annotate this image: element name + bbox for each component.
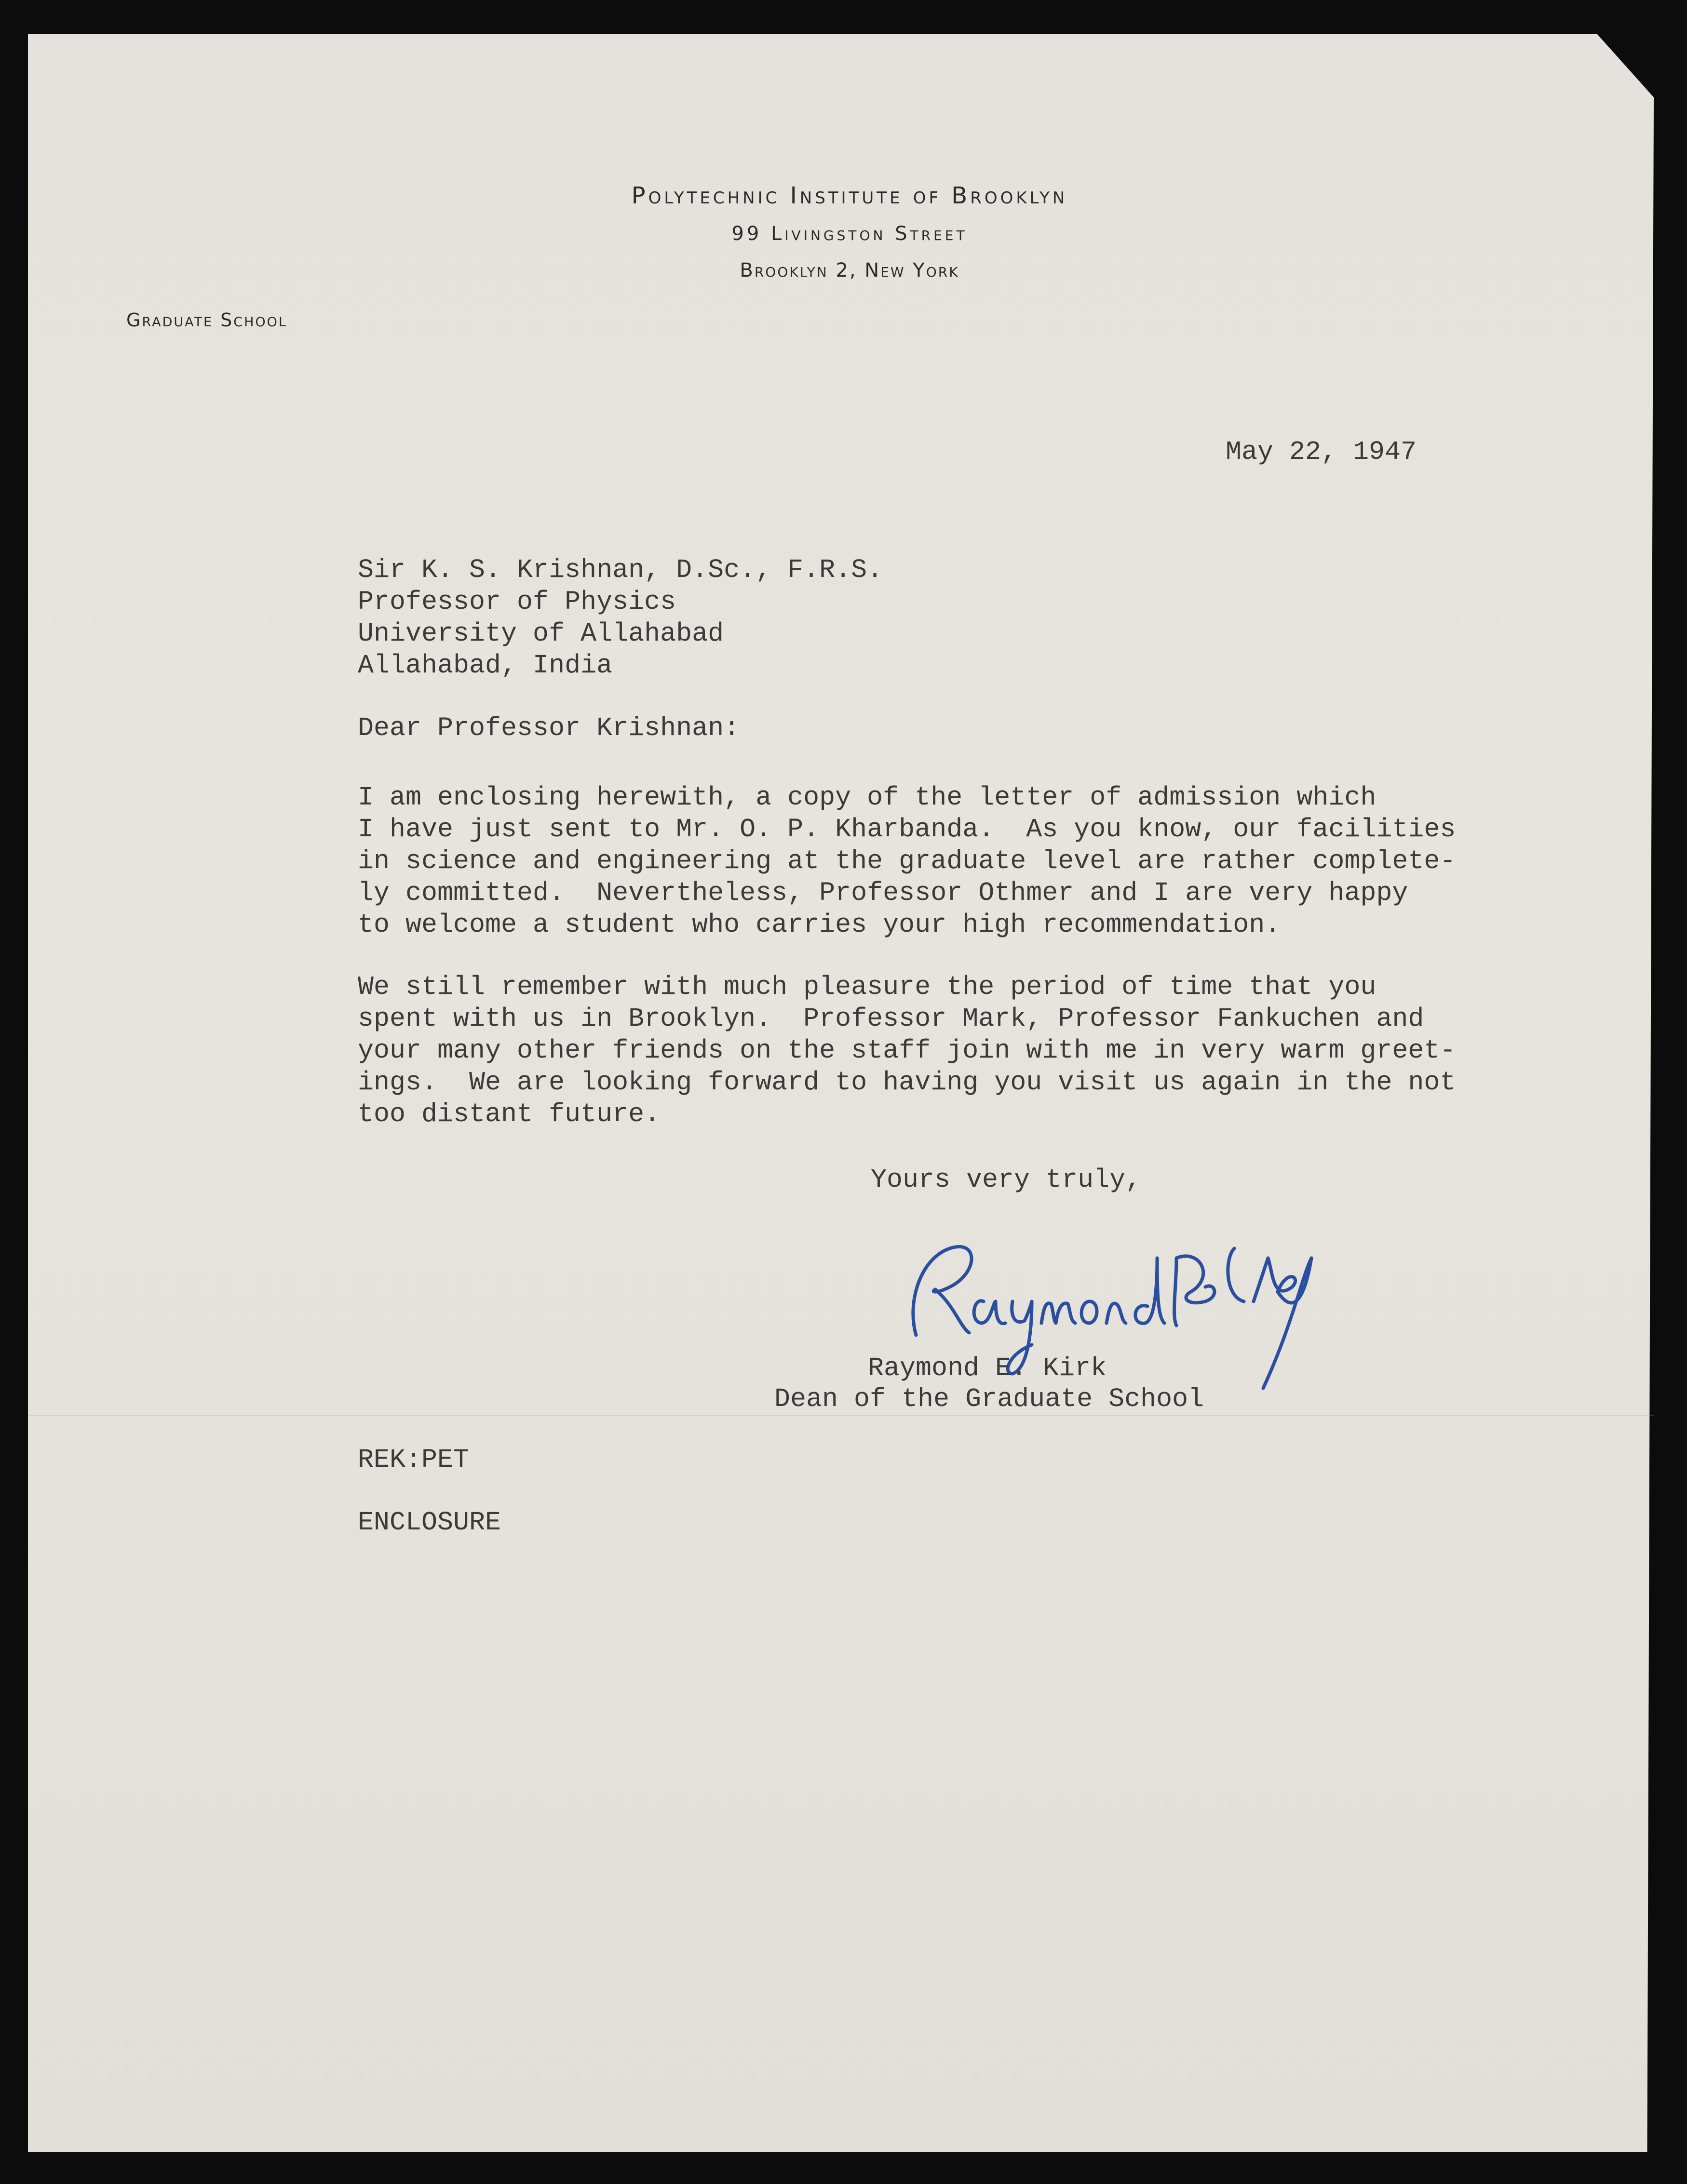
body-line: ings. We are looking forward to having you visit us again in the not [358, 1067, 1456, 1098]
salutation: Dear Professor Krishnan: [358, 713, 740, 743]
body-line: ly committed. Nevertheless, Professor Othmer and I are very happy [358, 878, 1408, 908]
letterhead-department: Graduate School [126, 309, 287, 331]
signer-title: Dean of the Graduate School [774, 1384, 1204, 1414]
address-line: Allahabad, India [358, 650, 613, 681]
reference-initials: REK:PET [358, 1445, 470, 1475]
letterhead-institution: Polytechnic Institute of Brooklyn [631, 182, 1068, 209]
enclosure-note: ENCLOSURE [358, 1507, 501, 1538]
body-line: spent with us in Brooklyn. Professor Mark, Professor Fankuchen and [358, 1004, 1424, 1034]
address-line: Sir K. S. Krishnan, D.Sc., F.R.S. [358, 555, 883, 585]
body-line: too distant future. [358, 1099, 661, 1129]
body-line: We still remember with much pleasure the period of time that you [358, 972, 1377, 1002]
address-line: Professor of Physics [358, 587, 676, 617]
body-line: in science and engineering at the graduate level are rather complete- [358, 846, 1456, 876]
signer-name: Raymond E. Kirk [868, 1353, 1107, 1383]
letterhead-street: 99 Livingston Street [731, 223, 968, 245]
letterhead-city: Brooklyn 2, New York [740, 259, 959, 281]
body-line: your many other friends on the staff join with me in very warm greet- [358, 1035, 1456, 1066]
closing: Yours very truly, [871, 1165, 1142, 1195]
letter-date: May 22, 1947 [1226, 437, 1417, 467]
body-line: to welcome a student who carries your high recommendation. [358, 910, 1281, 940]
address-line: University of Allahabad [358, 618, 724, 649]
body-line: I have just sent to Mr. O. P. Kharbanda. As you know, our facilities [358, 814, 1456, 844]
body-line: I am enclosing herewith, a copy of the letter of admission which [358, 782, 1377, 813]
